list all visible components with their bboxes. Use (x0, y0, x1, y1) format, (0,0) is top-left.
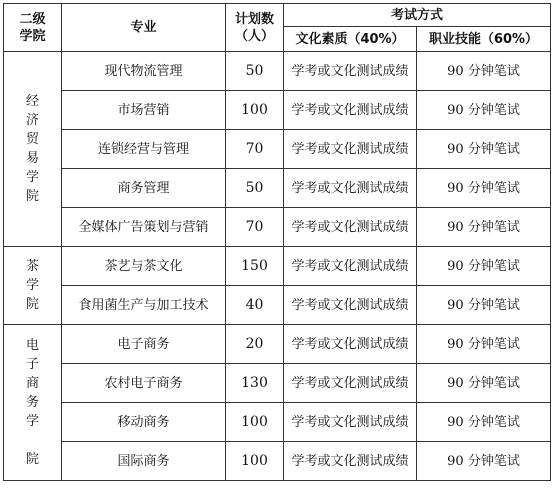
college-char: 易 (25, 151, 39, 166)
major-cell: 市场营销 (62, 91, 226, 130)
plan-cell: 40 (226, 286, 284, 325)
major-cell: 现代物流管理 (62, 52, 226, 91)
enrollment-plan-table (3, 3, 551, 481)
table-row (4, 91, 551, 130)
plan-cell: 100 (226, 403, 284, 442)
header-plan-line1: 计划数 (234, 11, 274, 27)
culture-cell: 学考或文化测试成绩 (284, 325, 417, 364)
table-row (4, 247, 551, 286)
plan-cell: 130 (226, 364, 284, 403)
table-row (4, 286, 551, 325)
college-char: 学 (25, 278, 39, 293)
plan-cell: 50 (226, 52, 284, 91)
college-char: 学 (25, 170, 39, 185)
table-row (4, 403, 551, 442)
college-char: 子 (25, 357, 39, 372)
header-college (4, 4, 62, 52)
college-char: 经 (25, 94, 39, 109)
culture-cell: 学考或文化测试成绩 (284, 442, 417, 481)
table-row (4, 325, 551, 364)
college-char: 商 (25, 376, 39, 391)
skill-cell: 90 分钟笔试 (417, 442, 551, 481)
major-cell: 商务管理 (62, 169, 226, 208)
college-cell (4, 325, 62, 481)
header-culture: 文化素质（40%） (284, 27, 417, 52)
major-cell: 电子商务 (62, 325, 226, 364)
table-row (4, 442, 551, 481)
culture-cell: 学考或文化测试成绩 (284, 169, 417, 208)
skill-cell: 90 分钟笔试 (417, 247, 551, 286)
culture-cell: 学考或文化测试成绩 (284, 208, 417, 247)
skill-cell: 90 分钟笔试 (417, 208, 551, 247)
college-char: 院 (25, 297, 39, 312)
plan-cell: 100 (226, 442, 284, 481)
plan-cell: 50 (226, 169, 284, 208)
header-plan (226, 4, 284, 52)
college-char: 济 (25, 113, 39, 128)
culture-cell: 学考或文化测试成绩 (284, 52, 417, 91)
college-cell (4, 247, 62, 325)
major-cell: 农村电子商务 (62, 364, 226, 403)
table-row (4, 169, 551, 208)
skill-cell: 90 分钟笔试 (417, 91, 551, 130)
skill-cell: 90 分钟笔试 (417, 286, 551, 325)
skill-cell: 90 分钟笔试 (417, 403, 551, 442)
plan-cell: 20 (226, 325, 284, 364)
college-char: 务 (25, 395, 39, 410)
culture-cell: 学考或文化测试成绩 (284, 247, 417, 286)
culture-cell: 学考或文化测试成绩 (284, 286, 417, 325)
culture-cell: 学考或文化测试成绩 (284, 403, 417, 442)
header-college-line2: 学院 (19, 28, 46, 44)
table-body (4, 52, 551, 481)
culture-cell: 学考或文化测试成绩 (284, 130, 417, 169)
major-cell: 茶艺与茶文化 (62, 247, 226, 286)
college-char: 贸 (25, 132, 39, 147)
plan-cell: 100 (226, 91, 284, 130)
plan-cell: 70 (226, 208, 284, 247)
header-plan-line2: （人） (234, 28, 274, 44)
major-cell: 食用菌生产与加工技术 (62, 286, 226, 325)
major-cell: 连锁经营与管理 (62, 130, 226, 169)
table-row (4, 52, 551, 91)
plan-cell: 150 (226, 247, 284, 286)
header-skill: 职业技能（60%） (417, 27, 551, 52)
college-char: 电 (25, 338, 39, 353)
header-major: 专业 (62, 4, 226, 52)
header-college-line1: 二级 (19, 11, 46, 27)
table-row (4, 364, 551, 403)
culture-cell: 学考或文化测试成绩 (284, 91, 417, 130)
major-cell: 移动商务 (62, 403, 226, 442)
college-char: 院 (25, 452, 39, 467)
major-cell: 全媒体广告策划与营销 (62, 208, 226, 247)
table-row (4, 130, 551, 169)
skill-cell: 90 分钟笔试 (417, 325, 551, 364)
college-cell (4, 52, 62, 247)
skill-cell: 90 分钟笔试 (417, 364, 551, 403)
culture-cell: 学考或文化测试成绩 (284, 364, 417, 403)
skill-cell: 90 分钟笔试 (417, 169, 551, 208)
plan-cell: 70 (226, 130, 284, 169)
college-char (4, 431, 61, 450)
skill-cell: 90 分钟笔试 (417, 130, 551, 169)
table-row (4, 208, 551, 247)
skill-cell: 90 分钟笔试 (417, 52, 551, 91)
major-cell: 国际商务 (62, 442, 226, 481)
college-char: 茶 (25, 259, 39, 274)
header-exam-method: 考试方式 (284, 4, 551, 27)
college-char: 学 (25, 414, 39, 429)
college-char: 院 (25, 189, 39, 204)
